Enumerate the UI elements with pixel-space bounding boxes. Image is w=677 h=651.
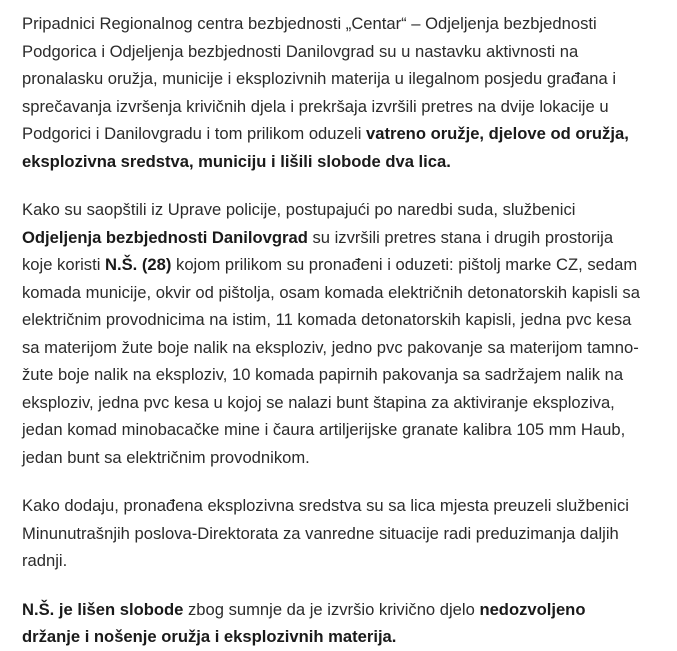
paragraph-handover <box>22 492 647 575</box>
text-segment: Pripadnici Regionalnog centra bezbjednosti „Centar“ – Odjeljenja bezbjednosti Podgorica i Odjeljenja bezbjednosti Danilovgrad su u nastavku aktivnosti na pronalasku oružja, municije i eksplozivnih materija u ilegalnom posjedu građana i sprečavanja izvršenja krivičnih djela i prekršaja izvršili pretres na dvije lokacije u Podgorici i Danilovgradu i tom prilikom oduzeli <box>22 14 617 143</box>
paragraph-arrest <box>22 596 647 651</box>
text-segment: zbog sumnje da je izvršio krivično djelo <box>183 599 480 619</box>
emphasis-charge: nedozvoljeno držanje i nošenje oružja i eksplozivnih materija. <box>22 599 586 646</box>
paragraph-search-details <box>22 196 647 471</box>
emphasis-suspect: N.Š. (28) <box>105 255 172 274</box>
paragraph-intro <box>22 0 647 175</box>
text-segment: Kako dodaju, pronađena eksplozivna sredstva su sa lica mjesta preuzeli službenici Minunutrašnjih poslova-Direktorata za vanredne situacije radi preduzimanja daljih radnji. <box>22 496 629 570</box>
emphasis-department: Odjeljenja bezbjednosti Danilovgrad <box>22 227 308 247</box>
emphasis-arrest: N.Š. je lišen slobode <box>22 599 184 619</box>
text-segment: su izvršili pretres stana i drugih prostorija koje koristi <box>22 227 614 274</box>
text-segment: kojom prilikom su pronađeni i oduzeti: pištolj marke CZ, sedam komada municije, okvir od pištolja, osam komada električnih detonatorskih kapisli sa električnim provodnicima na istim, 11 komada detonatorskih kapisli, jedna pvc kesa sa materijom žute boje nalik na eksploziv, jedno pvc pakovanje sa materijom tamno-žute boje nalik na eksploziv, 10 komada papirnih pakovanja sa sadržajem nalik na eksploziv, jedna pvc kesa u kojoj se nalazi bunt štapina za aktiviranje eksploziva, jedan komad minobacačke mine i čaura artiljerijske granate kalibra 105 mm Haub, jedan bunt sa električnim provodnikom. <box>22 255 640 467</box>
text-segment: Kako su saopštili iz Uprave policije, postupajući po naredbi suda, službenici <box>22 200 576 219</box>
emphasis-seized-items: vatreno oružje, djelove od oružja, eksplozivna sredstva, municiju i lišili slobode dva lica. <box>22 124 629 171</box>
